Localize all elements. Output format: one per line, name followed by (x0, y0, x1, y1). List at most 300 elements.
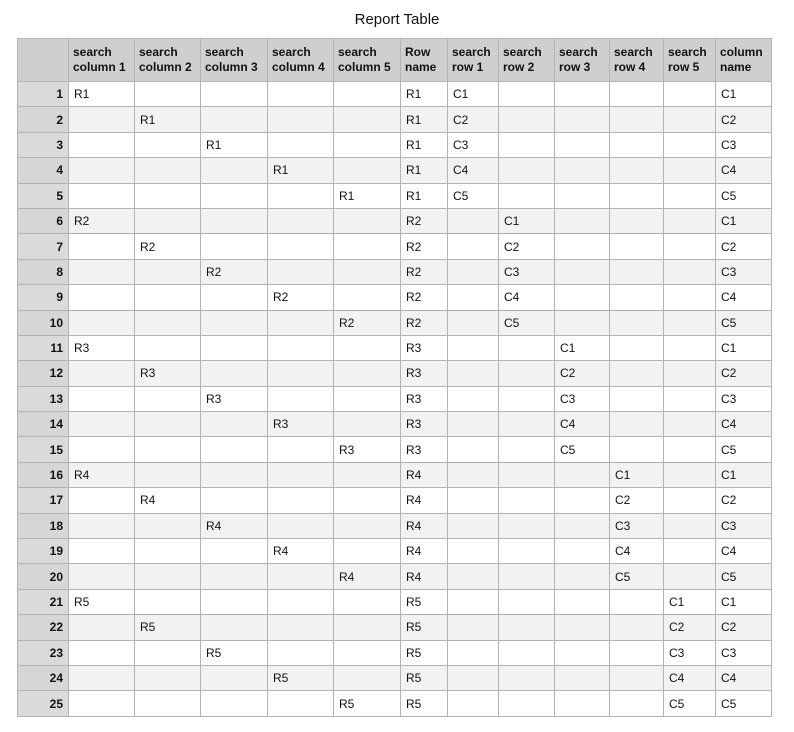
table-cell (664, 513, 716, 538)
table-cell (610, 335, 664, 360)
table-cell (69, 132, 135, 157)
table-cell (201, 589, 268, 614)
column-header-line-1: search (559, 45, 598, 59)
table-cell (555, 691, 610, 716)
table-cell (555, 107, 610, 132)
table-row (18, 335, 772, 360)
table-cell (268, 640, 334, 665)
table-cell: R5 (401, 589, 448, 614)
table-row (18, 234, 772, 259)
table-row (18, 513, 772, 538)
table-cell (69, 539, 135, 564)
table-cell: R1 (201, 132, 268, 157)
column-header-line-1: search (452, 45, 491, 59)
column-header (555, 39, 610, 82)
table-cell (610, 208, 664, 233)
table-cell: C2 (448, 107, 499, 132)
table-cell (499, 158, 555, 183)
table-cell (334, 665, 401, 690)
table-cell (610, 640, 664, 665)
table-cell (499, 82, 555, 107)
table-cell (135, 183, 201, 208)
table-cell (334, 107, 401, 132)
table-cell: R1 (401, 158, 448, 183)
table-cell (448, 564, 499, 589)
column-header-line-2: row 2 (503, 60, 535, 74)
table-cell (555, 234, 610, 259)
table-cell (268, 107, 334, 132)
table-cell: R5 (268, 665, 334, 690)
table-cell (664, 564, 716, 589)
column-header (135, 39, 201, 82)
table-cell (555, 665, 610, 690)
table-cell: R2 (401, 234, 448, 259)
table-row (18, 615, 772, 640)
table-row (18, 82, 772, 107)
table-cell (499, 539, 555, 564)
row-number-cell: 19 (18, 539, 69, 564)
table-cell (664, 386, 716, 411)
table-cell (610, 412, 664, 437)
table-cell (268, 462, 334, 487)
table-cell (201, 412, 268, 437)
table-cell (268, 259, 334, 284)
table-cell (664, 437, 716, 462)
column-header-line-1: search (338, 45, 377, 59)
table-cell: C2 (716, 234, 772, 259)
table-cell (664, 234, 716, 259)
row-number-cell: 16 (18, 462, 69, 487)
column-header-line-1: search (614, 45, 653, 59)
table-cell (201, 539, 268, 564)
table-cell: C1 (716, 462, 772, 487)
table-cell (268, 310, 334, 335)
column-header-line-2: column 2 (139, 60, 192, 74)
table-cell: C3 (664, 640, 716, 665)
table-cell: R2 (401, 208, 448, 233)
table-cell (610, 437, 664, 462)
table-cell (664, 259, 716, 284)
table-cell (268, 82, 334, 107)
table-cell (268, 488, 334, 513)
table-cell (610, 665, 664, 690)
table-cell: R4 (401, 513, 448, 538)
table-cell (135, 665, 201, 690)
table-cell: R4 (401, 462, 448, 487)
table-cell: C1 (716, 335, 772, 360)
table-cell (448, 589, 499, 614)
table-cell (334, 335, 401, 360)
table-cell (201, 335, 268, 360)
table-cell (268, 589, 334, 614)
table-cell (448, 412, 499, 437)
column-header (716, 39, 772, 82)
table-cell: R4 (135, 488, 201, 513)
table-cell (555, 640, 610, 665)
table-cell (69, 488, 135, 513)
row-number-cell: 12 (18, 361, 69, 386)
column-header-line-2: name (720, 60, 752, 74)
table-cell (555, 462, 610, 487)
table-cell: C5 (448, 183, 499, 208)
row-number-cell: 11 (18, 335, 69, 360)
table-row (18, 183, 772, 208)
table-row (18, 589, 772, 614)
table-cell: C1 (664, 589, 716, 614)
column-header (201, 39, 268, 82)
table-cell (268, 437, 334, 462)
table-cell (555, 158, 610, 183)
table-cell (448, 386, 499, 411)
table-cell (334, 615, 401, 640)
table-cell (499, 564, 555, 589)
table-cell (69, 310, 135, 335)
table-cell (334, 412, 401, 437)
table-cell: R5 (401, 691, 448, 716)
table-cell (135, 386, 201, 411)
table-row (18, 158, 772, 183)
table-cell (334, 361, 401, 386)
table-cell (664, 361, 716, 386)
table-cell (334, 386, 401, 411)
column-header-line-1: search (205, 45, 244, 59)
table-cell (135, 259, 201, 284)
table-cell (135, 539, 201, 564)
table-cell (69, 285, 135, 310)
table-cell: C5 (716, 310, 772, 335)
column-header-line-1: search (73, 45, 112, 59)
table-cell: R3 (401, 437, 448, 462)
table-cell (555, 132, 610, 157)
row-number-cell: 2 (18, 107, 69, 132)
table-cell (499, 412, 555, 437)
table-cell (268, 208, 334, 233)
table-row (18, 437, 772, 462)
table-cell: C5 (610, 564, 664, 589)
report-title: Report Table (354, 11, 440, 28)
table-cell: R2 (401, 310, 448, 335)
table-cell (555, 589, 610, 614)
table-cell (448, 488, 499, 513)
row-number-cell: 22 (18, 615, 69, 640)
table-cell: C1 (716, 82, 772, 107)
table-cell (448, 361, 499, 386)
table-cell (610, 158, 664, 183)
table-cell: R4 (201, 513, 268, 538)
table-cell (499, 513, 555, 538)
row-number-cell: 21 (18, 589, 69, 614)
table-cell (268, 615, 334, 640)
table-cell: R4 (401, 564, 448, 589)
table-cell: C3 (499, 259, 555, 284)
table-cell (555, 513, 610, 538)
table-cell (69, 234, 135, 259)
column-header-line-2: row 3 (559, 60, 591, 74)
table-cell (664, 412, 716, 437)
table-cell (499, 107, 555, 132)
row-number-cell: 3 (18, 132, 69, 157)
table-cell (499, 437, 555, 462)
table-row (18, 310, 772, 335)
column-header-line-1: search (503, 45, 542, 59)
table-cell (201, 691, 268, 716)
table-row (18, 361, 772, 386)
table-cell: C5 (664, 691, 716, 716)
table-cell (555, 82, 610, 107)
row-number-cell: 1 (18, 82, 69, 107)
table-cell (555, 285, 610, 310)
table-cell: R3 (401, 361, 448, 386)
table-cell (268, 335, 334, 360)
table-cell (664, 82, 716, 107)
table-cell (334, 132, 401, 157)
table-cell: R1 (401, 82, 448, 107)
table-cell (555, 208, 610, 233)
table-cell (448, 335, 499, 360)
column-header-line-2: row 1 (452, 60, 484, 74)
table-cell (268, 234, 334, 259)
table-cell: R4 (401, 488, 448, 513)
table-row (18, 208, 772, 233)
table-cell: R3 (268, 412, 334, 437)
table-cell (610, 310, 664, 335)
table-cell: R2 (268, 285, 334, 310)
column-header (448, 39, 499, 82)
row-number-cell: 6 (18, 208, 69, 233)
table-cell (201, 208, 268, 233)
table-cell: R1 (268, 158, 334, 183)
table-cell: R4 (69, 462, 135, 487)
column-header (268, 39, 334, 82)
column-header-line-1: search (668, 45, 707, 59)
table-cell (610, 132, 664, 157)
table-cell: R2 (401, 259, 448, 284)
table-cell (448, 259, 499, 284)
table-cell: R1 (135, 107, 201, 132)
row-number-cell: 24 (18, 665, 69, 690)
table-cell: C4 (499, 285, 555, 310)
table-cell (69, 640, 135, 665)
table-cell (499, 132, 555, 157)
table-cell: C4 (448, 158, 499, 183)
table-cell (610, 259, 664, 284)
row-number-cell: 14 (18, 412, 69, 437)
table-cell (135, 437, 201, 462)
table-cell: R1 (401, 183, 448, 208)
table-cell: R5 (135, 615, 201, 640)
table-cell: R1 (334, 183, 401, 208)
table-cell (664, 539, 716, 564)
table-cell (135, 132, 201, 157)
table-cell (201, 310, 268, 335)
table-cell (135, 513, 201, 538)
table-cell (334, 488, 401, 513)
table-cell: R3 (135, 361, 201, 386)
table-cell (334, 259, 401, 284)
column-header-line-2: name (405, 60, 437, 74)
table-cell (69, 183, 135, 208)
table-cell: C1 (555, 335, 610, 360)
table-row (18, 462, 772, 487)
table-cell (69, 437, 135, 462)
table-cell (664, 310, 716, 335)
table-cell (448, 462, 499, 487)
table-cell: C4 (555, 412, 610, 437)
table-cell (334, 539, 401, 564)
table-cell: R5 (201, 640, 268, 665)
table-cell (69, 259, 135, 284)
table-cell (135, 564, 201, 589)
table-cell (135, 335, 201, 360)
table-cell (664, 107, 716, 132)
table-cell (69, 564, 135, 589)
table-cell (448, 615, 499, 640)
table-cell: R4 (268, 539, 334, 564)
table-cell: C4 (716, 665, 772, 690)
table-cell: C4 (716, 539, 772, 564)
table-cell (448, 640, 499, 665)
table-row (18, 386, 772, 411)
table-cell: C3 (716, 386, 772, 411)
table-cell (499, 386, 555, 411)
table-row (18, 665, 772, 690)
table-row (18, 691, 772, 716)
table-cell: C2 (610, 488, 664, 513)
row-number-cell: 23 (18, 640, 69, 665)
table-cell (135, 208, 201, 233)
table-cell: R3 (201, 386, 268, 411)
table-cell (268, 564, 334, 589)
table-cell (334, 158, 401, 183)
table-cell (448, 310, 499, 335)
table-cell (334, 513, 401, 538)
table-row (18, 412, 772, 437)
table-cell (664, 335, 716, 360)
table-cell (201, 82, 268, 107)
table-cell (69, 361, 135, 386)
row-number-cell: 25 (18, 691, 69, 716)
column-header-line-2: column 4 (272, 60, 325, 74)
table-row (18, 132, 772, 157)
table-cell (334, 589, 401, 614)
table-cell (69, 513, 135, 538)
table-cell: C4 (716, 285, 772, 310)
table-cell: R1 (69, 82, 135, 107)
table-cell (69, 386, 135, 411)
table-cell (499, 335, 555, 360)
table-row (18, 564, 772, 589)
table-cell (610, 361, 664, 386)
table-cell: C5 (716, 437, 772, 462)
row-number-cell: 8 (18, 259, 69, 284)
table-cell (555, 539, 610, 564)
table-cell (201, 285, 268, 310)
row-number-cell: 9 (18, 285, 69, 310)
table-row (18, 259, 772, 284)
table-cell (135, 691, 201, 716)
table-cell (664, 132, 716, 157)
table-cell (499, 691, 555, 716)
table-cell (448, 285, 499, 310)
table-cell: R3 (69, 335, 135, 360)
table-cell (69, 691, 135, 716)
table-cell: R2 (201, 259, 268, 284)
column-header-line-1: search (139, 45, 178, 59)
table-cell (555, 259, 610, 284)
column-header-line-1: column (720, 45, 763, 59)
column-header-line-2: column 3 (205, 60, 258, 74)
column-header-line-1: Row (405, 45, 431, 59)
table-cell (268, 361, 334, 386)
column-header-line-2: column 1 (73, 60, 126, 74)
table-cell: C4 (610, 539, 664, 564)
table-cell: R2 (401, 285, 448, 310)
table-cell: C3 (716, 513, 772, 538)
table-cell (135, 158, 201, 183)
table-cell (201, 234, 268, 259)
table-cell: R2 (135, 234, 201, 259)
table-cell: C1 (716, 589, 772, 614)
table-cell (499, 640, 555, 665)
table-cell (499, 589, 555, 614)
table-cell (664, 285, 716, 310)
table-cell (499, 183, 555, 208)
table-cell: C3 (716, 259, 772, 284)
row-number-cell: 5 (18, 183, 69, 208)
table-row (18, 539, 772, 564)
column-header (69, 39, 135, 82)
table-cell: C2 (555, 361, 610, 386)
table-cell: C2 (716, 361, 772, 386)
table-cell (268, 386, 334, 411)
table-cell (135, 412, 201, 437)
table-cell: R3 (401, 412, 448, 437)
table-cell (610, 107, 664, 132)
report-table (17, 38, 772, 717)
table-cell (135, 640, 201, 665)
table-cell: C2 (716, 488, 772, 513)
table-cell (135, 82, 201, 107)
table-cell (664, 208, 716, 233)
table-cell: C3 (610, 513, 664, 538)
table-cell (448, 691, 499, 716)
table-cell: R5 (69, 589, 135, 614)
table-cell (69, 107, 135, 132)
table-cell (135, 285, 201, 310)
table-cell (555, 488, 610, 513)
table-cell (448, 539, 499, 564)
table-cell (69, 412, 135, 437)
column-header (499, 39, 555, 82)
table-cell: R5 (401, 615, 448, 640)
table-cell: R4 (334, 564, 401, 589)
table-cell (201, 615, 268, 640)
table-cell (610, 691, 664, 716)
table-cell: C3 (555, 386, 610, 411)
row-number-cell: 7 (18, 234, 69, 259)
table-cell (499, 488, 555, 513)
table-cell (135, 589, 201, 614)
table-cell (499, 665, 555, 690)
table-header (18, 39, 772, 82)
table-cell: C2 (716, 107, 772, 132)
table-cell: R1 (401, 132, 448, 157)
column-header-line-2: row 5 (668, 60, 700, 74)
table-cell (201, 462, 268, 487)
row-number-cell: 10 (18, 310, 69, 335)
row-number-cell: 20 (18, 564, 69, 589)
table-cell (448, 234, 499, 259)
